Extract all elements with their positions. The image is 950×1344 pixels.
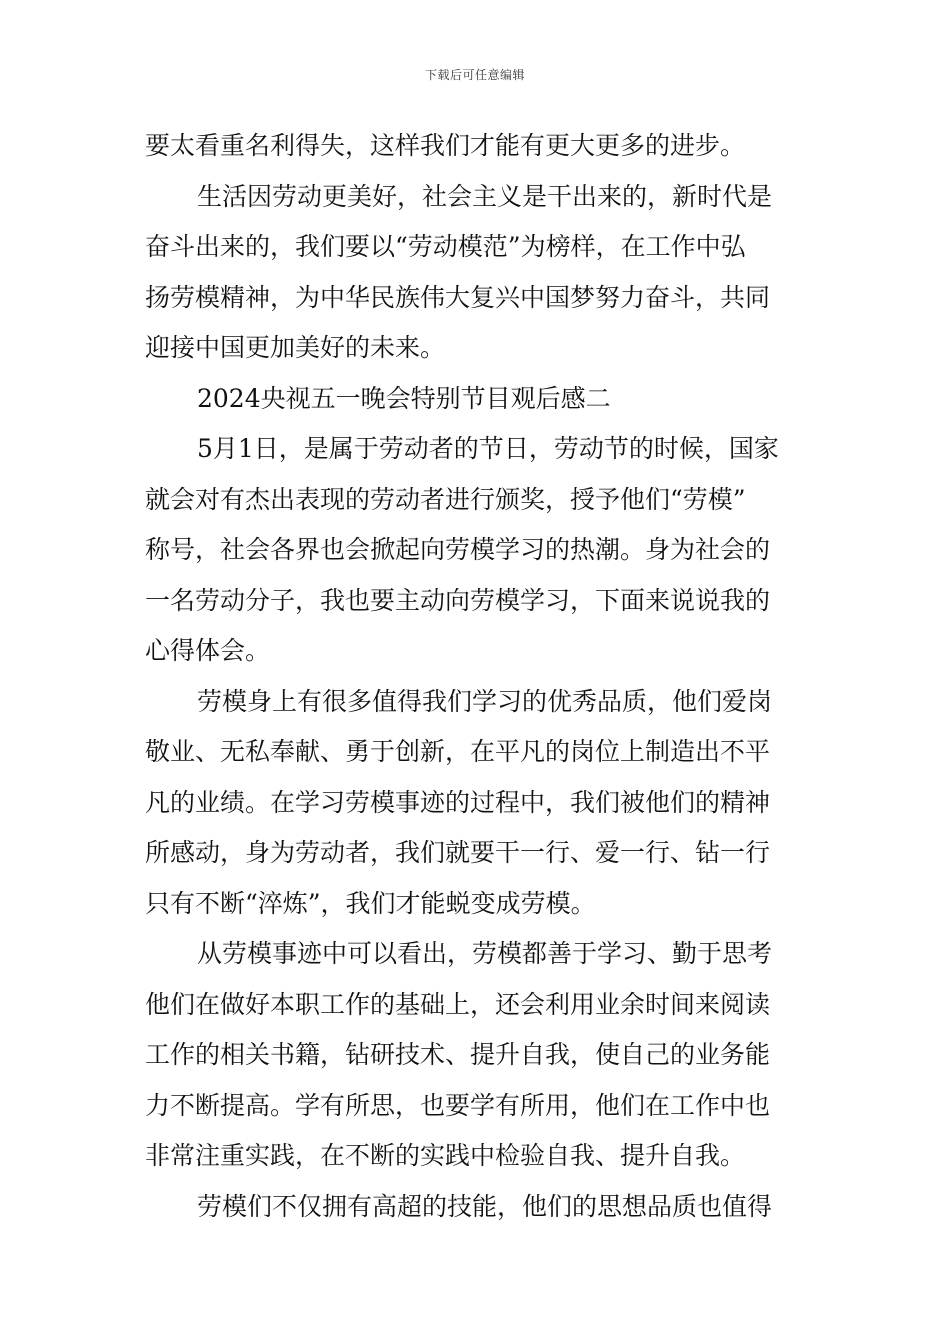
paragraph-labor-beautiful [145, 172, 809, 374]
text-line: 劳模们不仅拥有高超的技能，他们的思想品质也值得 [197, 1191, 773, 1221]
text-line: 非常注重实践，在不断的实践中检验自我、提升自我。 [145, 1141, 746, 1170]
paragraph-may-first [145, 424, 809, 677]
paragraph-continued [145, 121, 809, 172]
text-line: 奋斗出来的，我们要以“劳动模范”为榜样，在工作中弘 [145, 232, 746, 261]
text-line: 凡的业绩。在学习劳模事迹的过程中，我们被他们的精神 [145, 787, 771, 817]
text-line: 迎接中国更加美好的未来。 [145, 333, 446, 362]
text-line: 一名劳动分子，我也要主动向劳模学习，下面来说说我的 [145, 585, 771, 615]
text-line: 他们在做好本职工作的基础上，还会利用业余时间来阅读 [145, 989, 771, 1019]
text-line: 心得体会。 [145, 636, 271, 665]
paragraph-learning [145, 929, 809, 1182]
header-note: 下载后可任意编辑 [424, 68, 525, 82]
heading-text: 2024央视五一晚会特别节目观后感二 [197, 383, 611, 413]
text-line: 从劳模事迹中可以看出，劳模都善于学习、勤于思考 [197, 939, 773, 968]
text-line: 工作的相关书籍，钻研技术、提升自我，使自己的业务能 [145, 1040, 771, 1069]
document-body [145, 121, 809, 1232]
paragraph-qualities [145, 677, 809, 930]
text-line: 要太看重名利得失，这样我们才能有更大更多的进步。 [145, 131, 746, 160]
text-line: 敬业、无私奉献、勇于创新，在平凡的岗位上制造出不平 [145, 737, 771, 766]
text-line: 力不断提高。学有所思，也要学有所用，他们在工作中也 [145, 1090, 771, 1120]
text-line: 生活因劳动更美好，社会主义是干出来的，新时代是 [197, 181, 773, 211]
text-line: 称号，社会各界也会掀起向劳模学习的热潮。身为社会的 [145, 535, 771, 564]
section-heading [145, 374, 809, 425]
text-line: 只有不断“淬炼”，我们才能蜕变成劳模。 [145, 888, 596, 918]
text-line: 扬劳模精神，为中华民族伟大复兴中国梦努力奋斗，共同 [145, 282, 771, 312]
text-line: 就会对有杰出表现的劳动者进行颁奖，授予他们“劳模” [145, 484, 746, 514]
text-line: 所感动，身为劳动者，我们就要干一行、爱一行、钻一行 [145, 838, 771, 867]
paragraph-skills [145, 1182, 809, 1233]
text-line: 劳模身上有很多值得我们学习的优秀品质，他们爱岗 [197, 686, 773, 716]
text-line: 5月1日，是属于劳动者的节日，劳动节的时候，国家 [197, 434, 779, 463]
